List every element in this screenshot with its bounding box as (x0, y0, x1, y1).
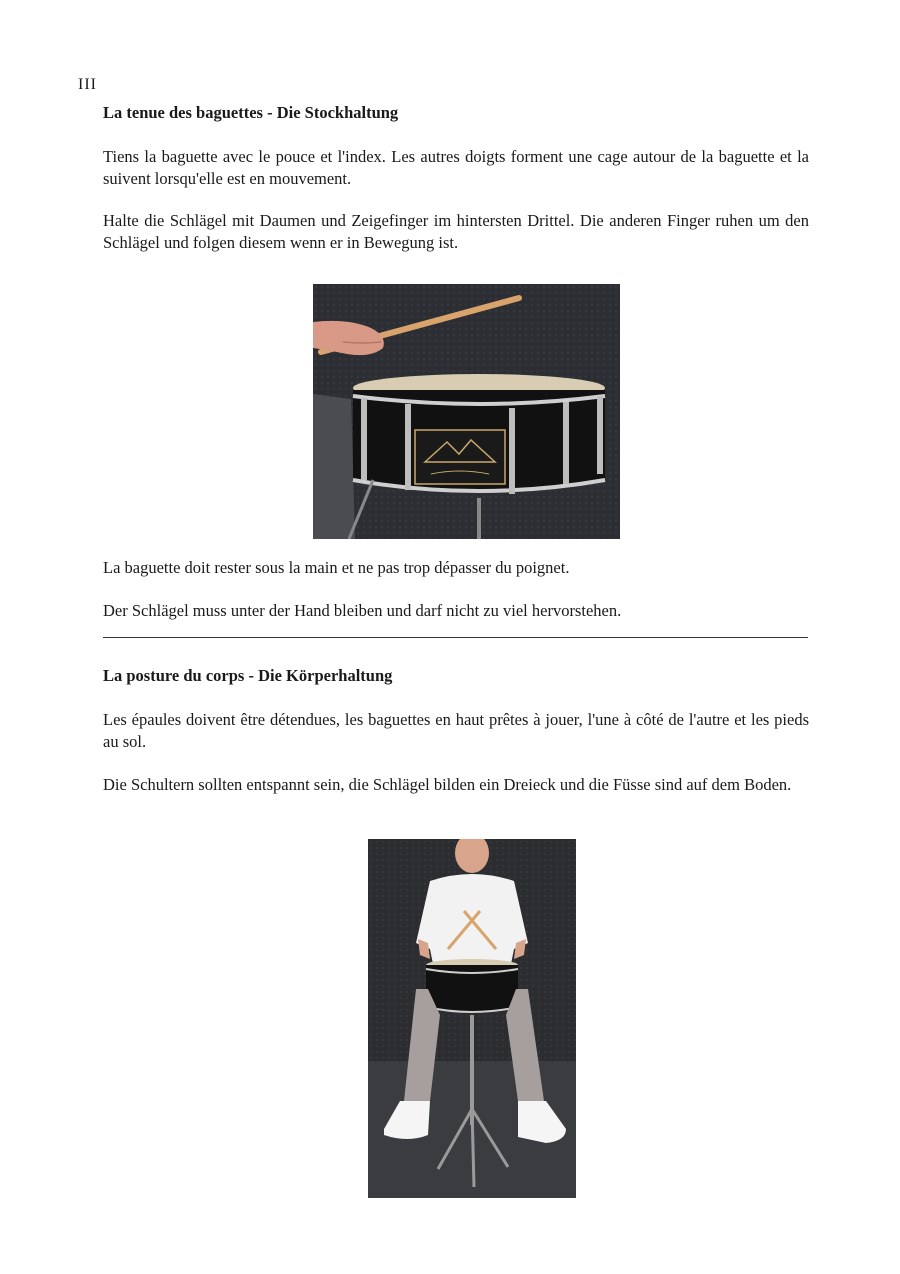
paragraph-stick-under-hand-de: Der Schlägel muss unter der Hand bleiben und darf nicht zu viel hervorstehen. (103, 601, 622, 620)
heading-body-posture: La posture du corps - Die Körperhaltung (103, 666, 393, 685)
paragraph-grip-de: Halte die Schlägel mit Daumen und Zeigefinger im hintersten Drittel. Die anderen Finger ruhen um den Schlägel und folgen diesem wenn er in Bewegung ist. (103, 211, 809, 252)
section-divider (103, 637, 808, 638)
heading-stick-grip: La tenue des baguettes - Die Stockhaltung (103, 103, 399, 122)
paragraph-stick-under-hand-fr: La baguette doit rester sous la main et ne pas trop dépasser du poignet. (103, 558, 570, 577)
section-stick-grip (103, 103, 809, 123)
paragraph-posture-fr: Les épaules doivent être détendues, les baguettes en haut prêtes à jouer, l'une à côté de l'autre et les pieds au sol. (103, 710, 809, 751)
page-number: III (78, 76, 97, 93)
section-body-posture (103, 666, 809, 686)
photo-drummer-posture (368, 839, 576, 1198)
photo-snare-grip (313, 284, 620, 539)
paragraph-grip-fr: Tiens la baguette avec le pouce et l'index. Les autres doigts forment une cage autour de la baguette et la suivent lorsqu'elle est en mouvement. (103, 147, 809, 188)
paragraph-posture-de: Die Schultern sollten entspannt sein, die Schlägel bilden ein Dreieck und die Füsse sind auf dem Boden. (103, 775, 792, 794)
